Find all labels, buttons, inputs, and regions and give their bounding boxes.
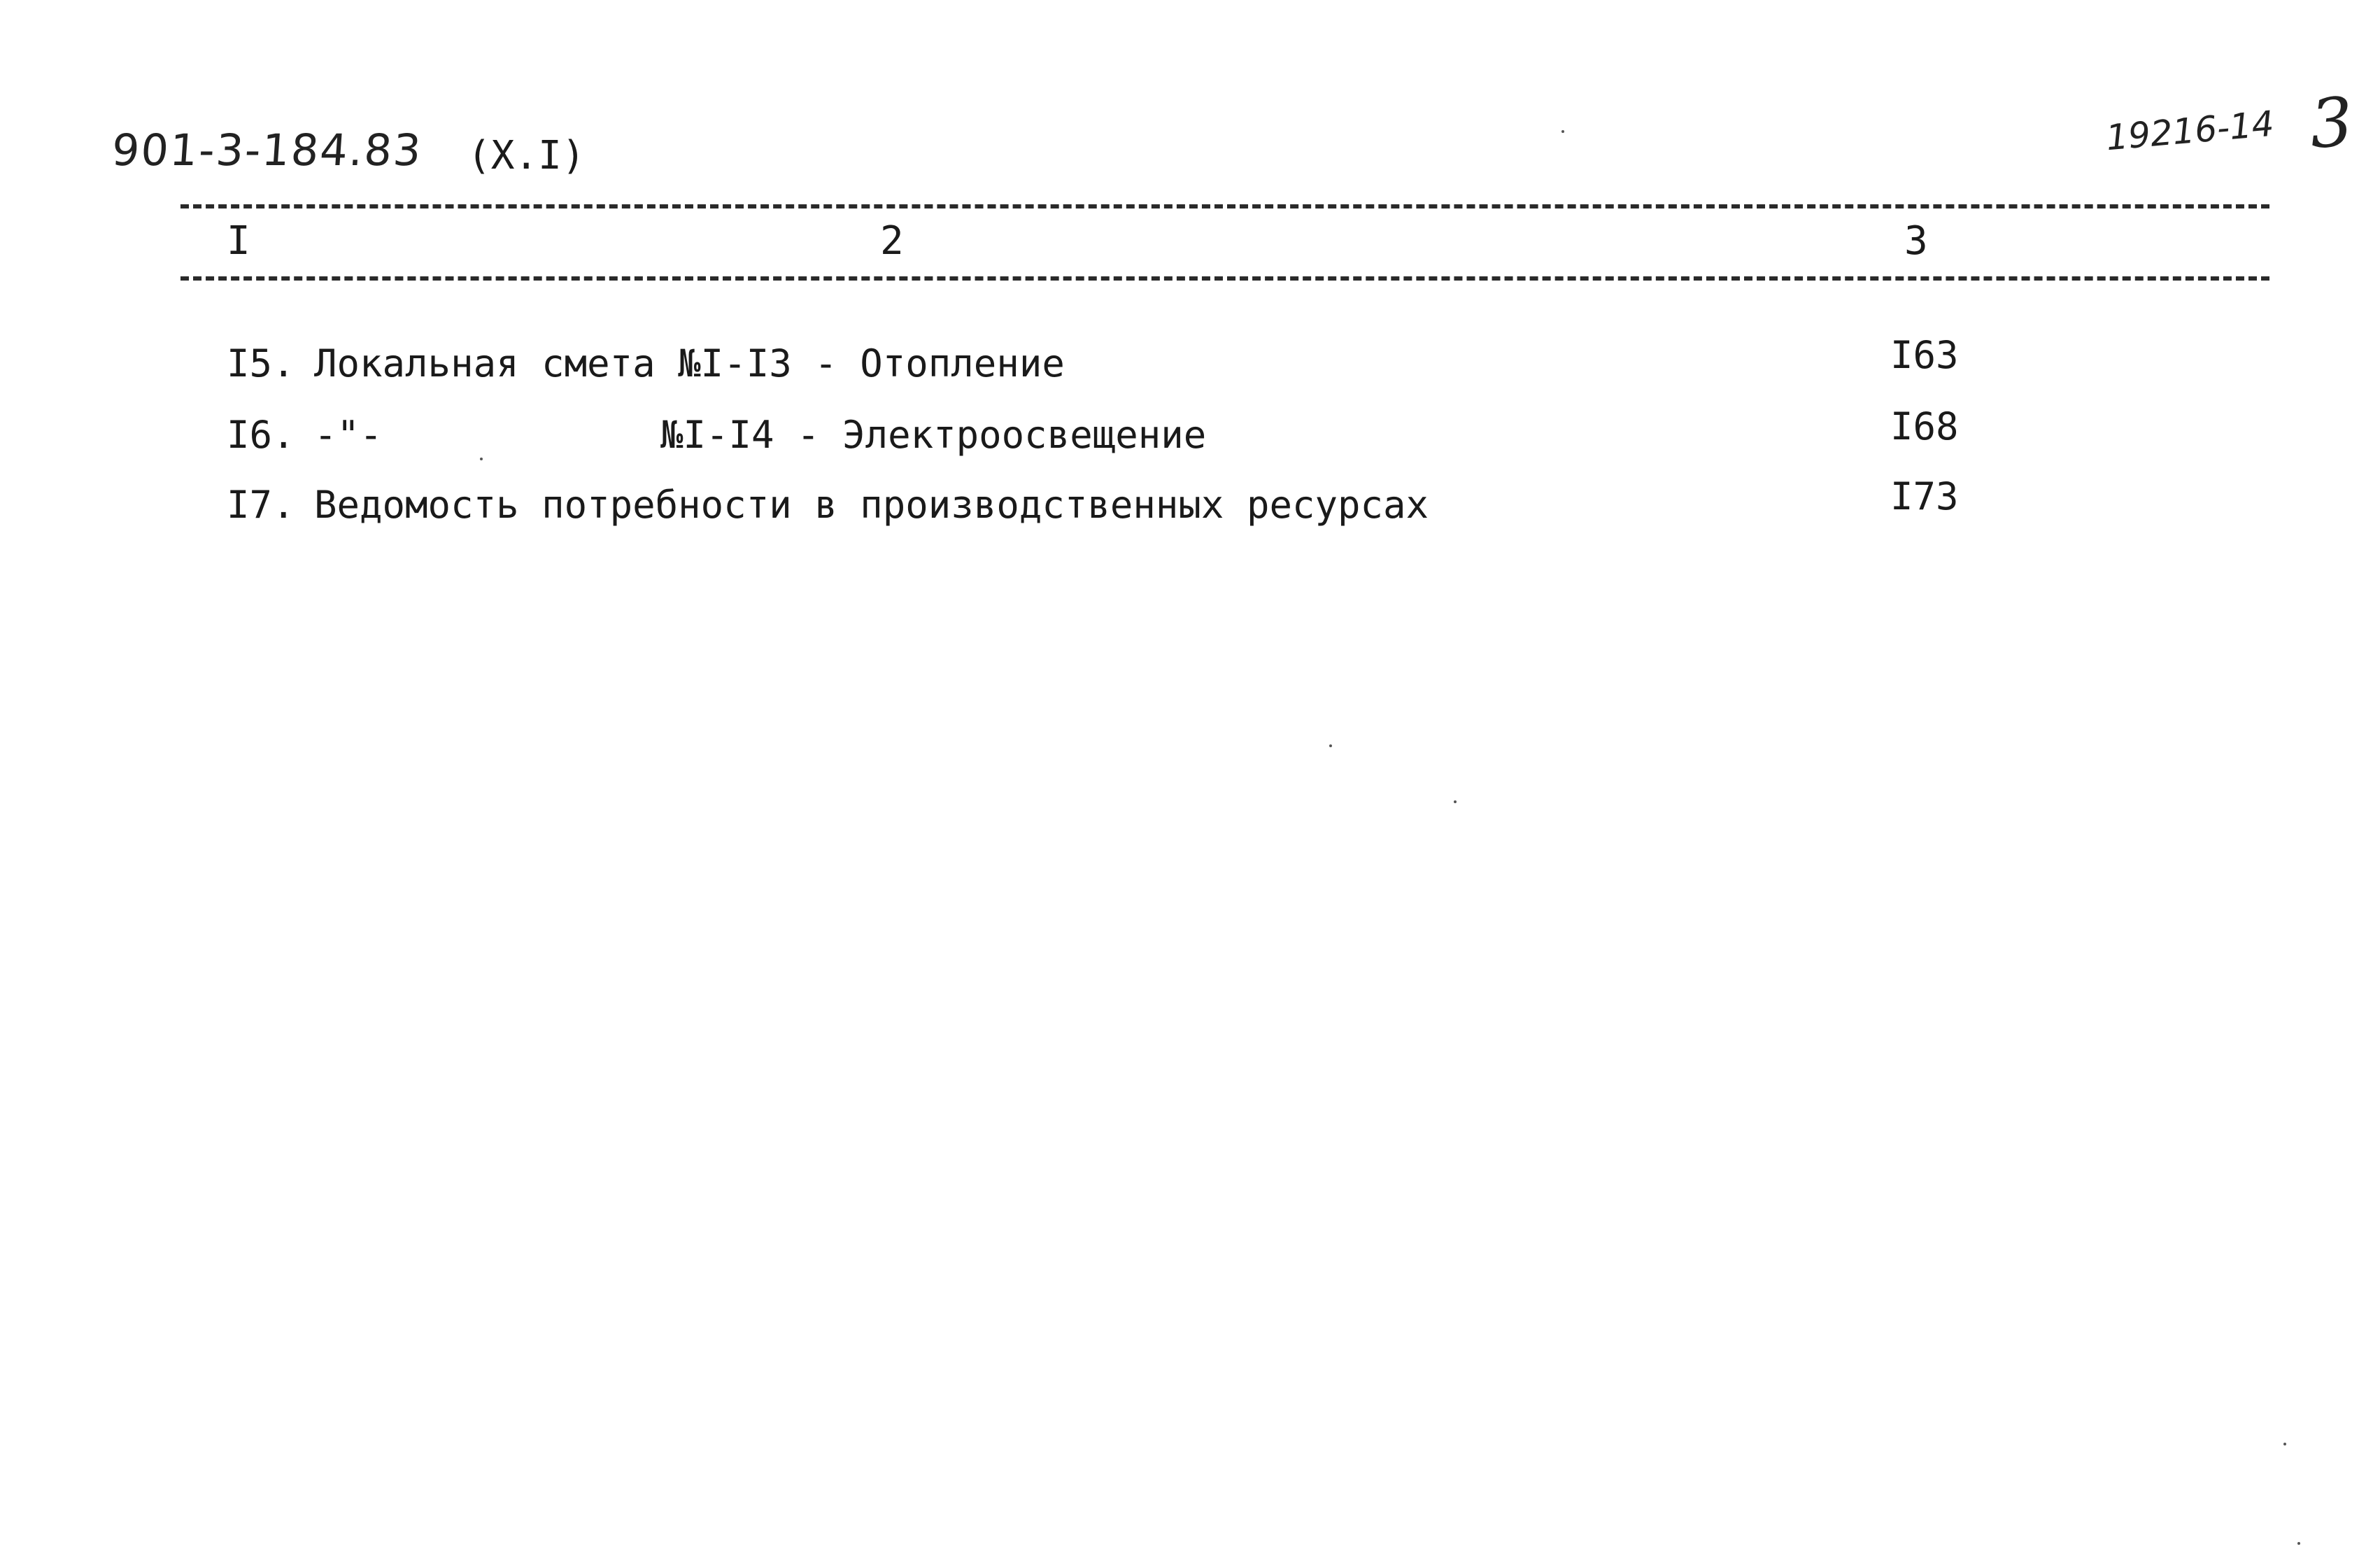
archive-number: 19216-14 [2104,103,2276,159]
row-ditto-mark: -"- [314,413,383,457]
header-rule-bottom [180,276,2269,281]
row-number: I7. [227,483,295,527]
scan-speck [1329,744,1332,747]
column-header-3: 3 [1904,218,1928,264]
row-estimate: №I-I4 - Электроосвещение [660,413,1207,457]
scan-speck [1454,800,1457,803]
column-header-1: I [227,218,250,264]
row-page: I63 [1890,333,1959,377]
scan-speck [1561,130,1564,133]
scan-speck [2283,1443,2286,1445]
row-page: I68 [1890,404,1959,448]
scan-speck [2297,1542,2300,1545]
scan-speck [480,458,483,460]
row-number: I6. [227,413,295,457]
section-code: (X.I) [467,133,586,178]
column-header-2: 2 [880,218,904,264]
header-rule-top [180,204,2269,208]
document-code: 901-3-184.83 [110,125,425,176]
row-page: I73 [1890,474,1959,518]
sheet-number: 3 [2307,83,2356,164]
row-description: Ведомость потребности в производственных ресурсах [314,483,1429,527]
row-description: Локальная смета №I-I3 - Отопление [314,341,1065,386]
row-number: I5. [227,341,295,386]
